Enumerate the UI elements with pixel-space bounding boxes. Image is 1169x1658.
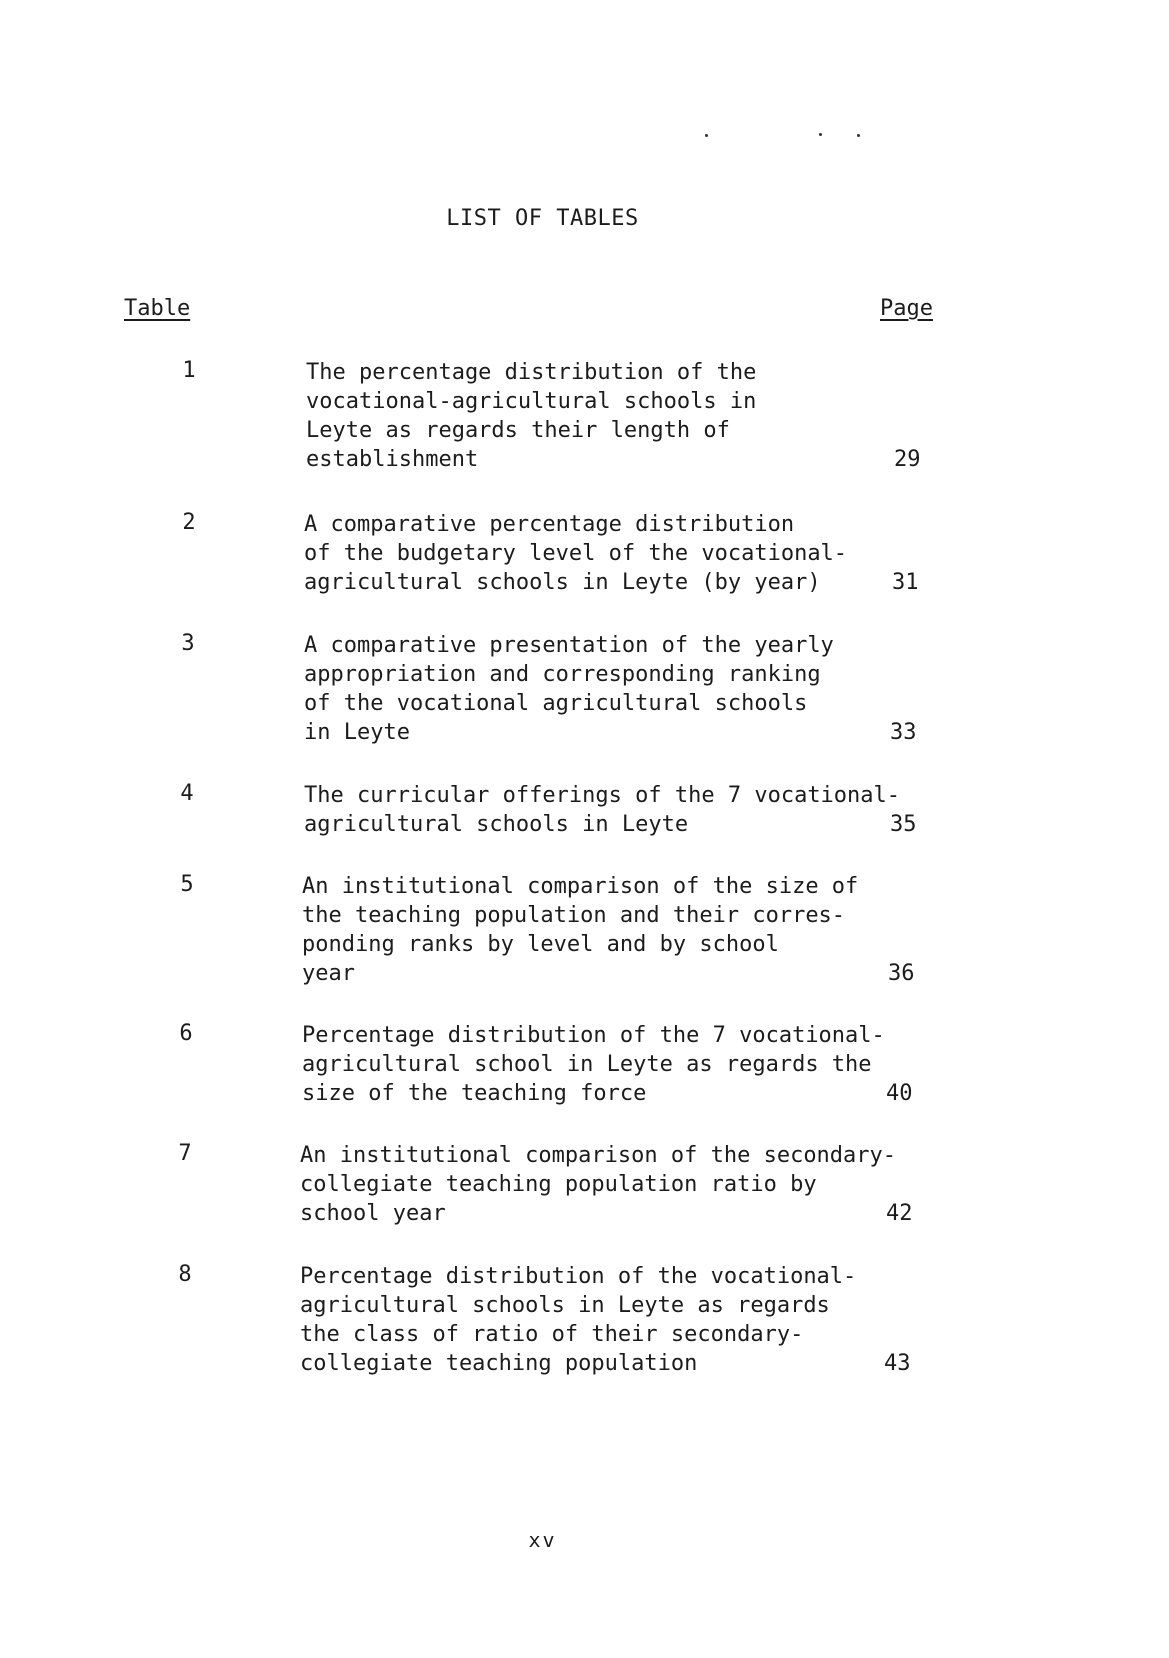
description-line: An institutional comparison of the secondary- [300,1143,897,1168]
description-line: agricultural school in Leyte as regards the [302,1052,872,1077]
description-line: Percentage distribution of the 7 vocational- [302,1023,885,1048]
description-line: collegiate teaching population [300,1351,698,1376]
table-number: 5 [180,872,194,897]
description-line: agricultural schools in Leyte as regards [300,1293,830,1318]
description-line: Leyte as regards their length of [306,418,730,443]
description-line: year [302,961,355,986]
table-description [306,358,756,474]
table-number: 6 [179,1021,193,1046]
description-line: establishment [306,447,479,472]
page-reference: 40 [886,1081,913,1106]
table-number: 1 [182,358,196,383]
table-description [304,510,847,597]
page-title: LIST OF TABLES [446,206,639,231]
description-line: Percentage distribution of the vocational- [300,1264,857,1289]
page-reference: 31 [892,570,919,595]
description-line: the class of ratio of their secondary- [300,1322,804,1347]
description-line: school year [300,1201,446,1226]
table-number: 7 [178,1141,192,1166]
description-line: of the budgetary level of the vocational- [304,541,848,566]
description-line: A comparative presentation of the yearly [304,633,834,658]
page-reference: 43 [884,1351,911,1376]
table-number: 8 [178,1262,192,1287]
description-line: A comparative percentage distribution [304,512,795,537]
table-description [304,631,834,747]
description-line: An institutional comparison of the size of [302,874,859,899]
description-line: collegiate teaching population ratio by [300,1172,817,1197]
table-number: 4 [180,781,194,806]
table-description [302,1021,885,1108]
description-line: in Leyte [304,720,410,745]
page-reference: 42 [886,1201,913,1226]
description-line: agricultural schools in Leyte (by year) [304,570,821,595]
page-column-header: Page [880,296,933,321]
description-line: vocational-agricultural schools in [306,389,757,414]
table-description [300,1262,856,1378]
description-line: agricultural schools in Leyte [304,812,689,837]
description-line: The percentage distribution of the [306,360,757,385]
page-reference: 36 [888,961,915,986]
table-number: 3 [181,631,195,656]
description-line: size of the teaching force [302,1081,647,1106]
page-reference: 33 [890,720,917,745]
table-description [302,872,858,988]
table-number: 2 [182,510,196,535]
scan-speck [819,133,822,136]
page-reference: 29 [894,447,921,472]
page-reference: 35 [890,812,917,837]
description-line: the teaching population and their corres- [302,903,846,928]
scan-speck [857,134,860,137]
description-line: appropriation and corresponding ranking [304,662,821,687]
scan-speck [705,134,708,137]
table-description [304,781,900,839]
page-number: xv [528,1528,557,1552]
table-description [300,1141,896,1228]
description-line: The curricular offerings of the 7 vocational- [304,783,901,808]
table-column-header: Table [124,296,191,321]
description-line: of the vocational agricultural schools [304,691,808,716]
description-line: ponding ranks by level and by school [302,932,779,957]
